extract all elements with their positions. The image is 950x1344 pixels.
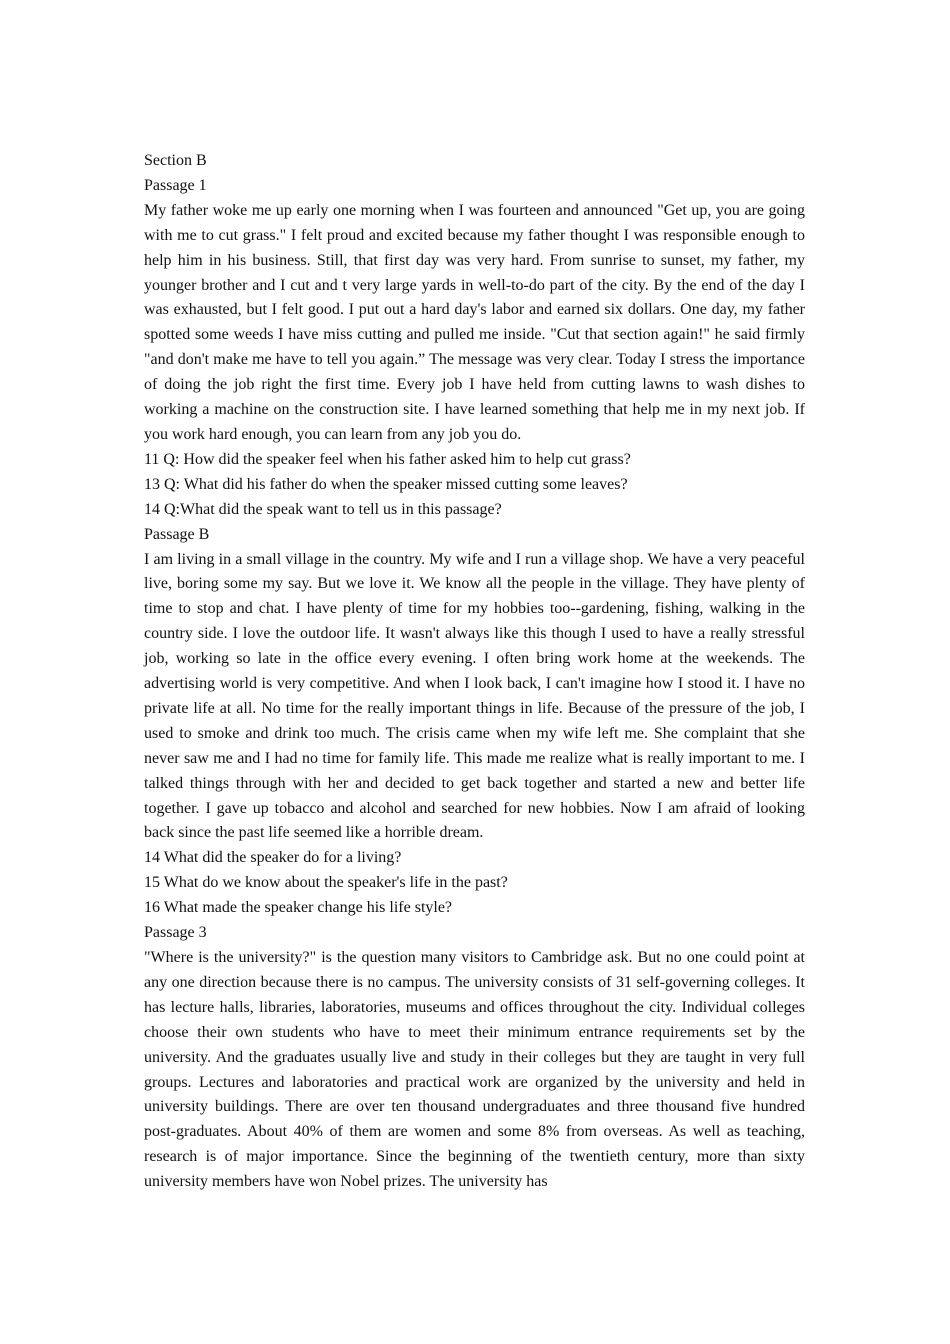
document-page: [144, 149, 805, 1195]
passage-2-text: I am living in a small village in the country. My wife and I run a village shop. We have a very peaceful live, boring some my say. But we love it. We know all the people in the village. They have plenty of time to stop and chat. I have plenty of time for my hobbies too--gardening, fishing, walking in the country side. I love the outdoor life. It wasn't always like this though I used to have a really stressful job, working so late in the office every evening. I often bring work home at the weekends. The advertising world is very competitive. And when I look back, I can't imagine how I stood it. I have no private life at all. No time for the really important things in life. Because of the pressure of the job, I used to smoke and drink too much. The crisis came when my wife left me. She complaint that she never saw me and I had no time for family life. This made me realize what is really important to me. I talked things through with her and decided to get back together and started a new and better life together. I gave up tobacco and alcohol and searched for new hobbies. Now I am afraid of looking back since the past life seemed like a horrible dream.: [144, 550, 805, 842]
question-14-passage-1: 14 Q:What did the speak want to tell us in this passage?: [144, 500, 502, 518]
question-14-passage-2: 14 What did the speaker do for a living?: [144, 849, 402, 867]
passage-2-heading: Passage B: [144, 525, 210, 543]
passage-3-heading: Passage 3: [144, 924, 207, 942]
passage-1-text: My father woke me up early one morning when I was fourteen and announced "Get up, you are going with me to cut grass." I felt proud and excited because my father thought I was responsible enough to help him in his business. Still, that first day was very hard. From sunrise to sunset, my father, my younger brother and I cut and t very large yards in well-to-do part of the city. By the end of the day I was exhausted, but I felt good. I put out a hard day's labor and earned six dollars. One day, my father spotted some weeds I have miss cutting and pulled me inside. "Cut that section again!" he said firmly "and don't make me have to tell you again.” The message was very clear. Today I stress the importance of doing the job right the first time. Every job I have held from cutting lawns to wash dishes to working a machine on the construction site. I have learned something that help me in my next job. If you work hard enough, you can learn from any job you do.: [144, 201, 805, 443]
question-16: 16 What made the speaker change his life style?: [144, 899, 453, 917]
passage-1-heading: Passage 1: [144, 176, 207, 194]
question-13: 13 Q: What did his father do when the speaker missed cutting some leaves?: [144, 475, 628, 493]
passage-3-text: "Where is the university?" is the question many visitors to Cambridge ask. But no one could point at any one direction because there is no campus. The university consists of 31 self-governing colleges. It has lecture halls, libraries, laboratories, museums and offices throughout the city. Individual colleges choose their own students who have to meet their minimum entrance requirements set by the university. And the graduates usually live and study in their colleges but they are taught in very full groups. Lectures and laboratories and practical work are organized by the university and held in university buildings. There are over ten thousand undergraduates and three thousand five hundred post-graduates. About 40% of them are women and some 8% from overseas. As well as teaching, research is of major importance. Since the beginning of the twentieth century, more than sixty university members have won Nobel prizes. The university has: [144, 949, 805, 1191]
section-title: Section B: [144, 152, 207, 169]
question-11: 11 Q: How did the speaker feel when his father asked him to help cut grass?: [144, 450, 631, 468]
question-15: 15 What do we know about the speaker's life in the past?: [144, 874, 508, 892]
